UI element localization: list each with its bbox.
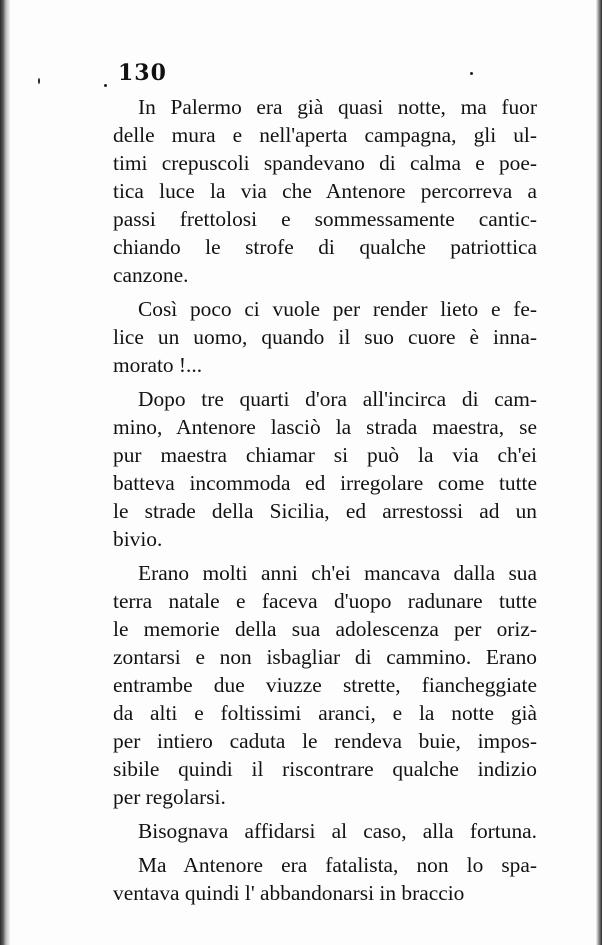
text-line: timi crepuscoli spandevano di calma e poe- xyxy=(113,151,537,175)
body-text xyxy=(113,93,537,913)
ink-speck xyxy=(104,84,107,87)
ink-speck xyxy=(38,78,40,84)
text-line: terra natale e faceva d'uopo radunare tutte xyxy=(113,589,537,613)
text-line: In Palermo era già quasi notte, ma fuor xyxy=(138,95,537,119)
text-line: Bisognava affidarsi al caso, alla fortuna. xyxy=(138,819,537,843)
text-line: Erano molti anni ch'ei mancava dalla sua xyxy=(138,561,537,585)
text-line: per intiero caduta le rendeva buie, impos- xyxy=(113,729,537,753)
text-line: lice un uomo, quando il suo cuore è inna- xyxy=(113,325,537,349)
text-line: chiando le strofe di qualche patriottica xyxy=(113,235,537,259)
paragraph xyxy=(113,93,537,289)
text-line: da alti e foltissimi aranci, e la notte già xyxy=(113,701,537,725)
text-line: passi frettolosi e sommessamente cantic- xyxy=(113,207,537,231)
text-line: le memorie della sua adolescenza per oriz- xyxy=(113,617,537,641)
text-line: ventava quindi l' abbandonarsi in braccio xyxy=(113,881,465,905)
page-number: 130 xyxy=(118,60,167,86)
text-line: tica luce la via che Antenore percorreva a xyxy=(113,179,537,203)
text-line: mino, Antenore lasciò la strada maestra, se xyxy=(113,415,537,439)
paragraph xyxy=(113,817,537,845)
page-edge-shadow-right xyxy=(596,0,602,945)
paragraph xyxy=(113,295,537,379)
page-edge-shadow-left xyxy=(0,0,10,945)
text-line: bivio. xyxy=(113,527,163,551)
paragraph xyxy=(113,851,537,907)
text-line: per regolarsi. xyxy=(113,785,226,809)
text-line: zontarsi e non isbagliar di cammino. Erano xyxy=(113,645,537,669)
text-line: sibile quindi il riscontrare qualche indizio xyxy=(113,757,537,781)
text-line: delle mura e nell'aperta campagna, gli ul- xyxy=(113,123,537,147)
text-line: Così poco ci vuole per render lieto e fe- xyxy=(138,297,537,321)
text-line: Dopo tre quarti d'ora all'incirca di cam- xyxy=(138,387,537,411)
paragraph xyxy=(113,385,537,553)
text-line: canzone. xyxy=(113,263,189,287)
text-line: pur maestra chiamar si può la via ch'ei xyxy=(113,443,537,467)
text-line: le strade della Sicilia, ed arrestossi ad un xyxy=(113,499,537,523)
text-line: batteva incommoda ed irregolare come tutte xyxy=(113,471,537,495)
text-line: Ma Antenore era fatalista, non lo spa- xyxy=(138,853,537,877)
paragraph xyxy=(113,559,537,811)
text-line: entrambe due viuzze strette, fiancheggiate xyxy=(113,673,537,697)
text-line: morato !... xyxy=(113,353,203,377)
ink-speck xyxy=(470,72,473,75)
